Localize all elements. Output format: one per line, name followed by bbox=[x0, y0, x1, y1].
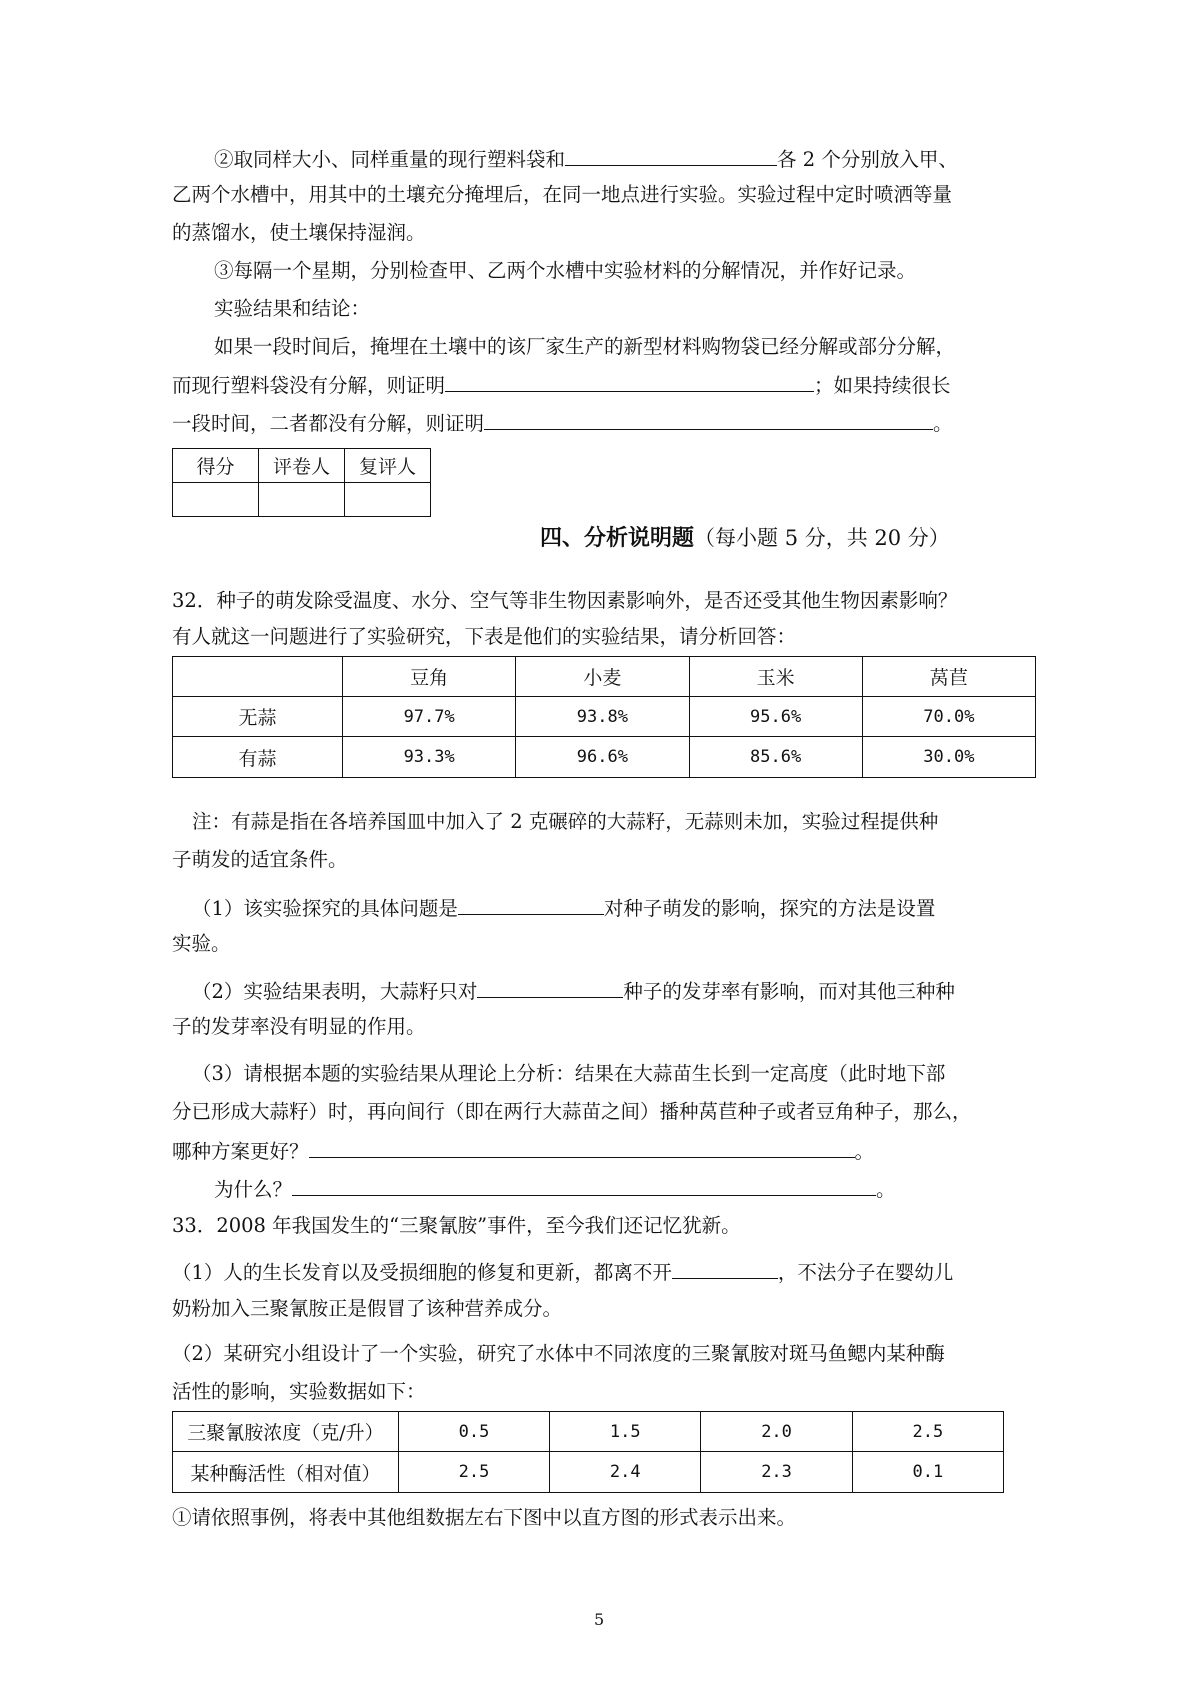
q33-sub2: （2）某研究小组设计了一个实验，研究了水体中不同浓度的三聚氰胺对斑马鱼鳃内某种酶 bbox=[172, 1342, 945, 1365]
q32-sub1 bbox=[192, 892, 935, 922]
melamine-table bbox=[172, 1411, 1004, 1493]
table-cell: 96.6% bbox=[516, 737, 689, 778]
q33-sub1: 奶粉加入三聚氰胺正是假冒了该种营养成分。 bbox=[172, 1297, 563, 1320]
text: 为什么？ bbox=[214, 1178, 293, 1201]
row-label: 有蒜 bbox=[173, 737, 343, 778]
table-cell: 0.5 bbox=[398, 1412, 549, 1452]
table-row bbox=[173, 737, 1036, 778]
section-title: 四、分析说明题 bbox=[540, 525, 695, 551]
section-heading bbox=[540, 521, 950, 556]
q33-sub1 bbox=[172, 1256, 953, 1286]
paragraph-line bbox=[172, 407, 953, 437]
table-row bbox=[173, 1452, 1004, 1493]
table-header: 莴苣 bbox=[862, 657, 1035, 697]
paragraph-line: 乙两个水槽中，用其中的土壤充分掩埋后，在同一地点进行实验。实验过程中定时喷洒等量 bbox=[172, 183, 953, 206]
paragraph-line: 实验结果和结论： bbox=[214, 297, 371, 320]
q32-note: 注：有蒜是指在各培养国皿中加入了 2 克碾碎的大蒜籽，无蒜则未加，实验过程提供种 bbox=[192, 810, 939, 833]
table-header bbox=[173, 657, 343, 697]
q32-note: 子萌发的适宜条件。 bbox=[172, 848, 348, 871]
q32-sub1: 实验。 bbox=[172, 932, 231, 955]
section-note: （每小题 5 分，共 20 分） bbox=[694, 526, 950, 550]
paragraph-line: 的蒸馏水，使土壤保持湿润。 bbox=[172, 221, 426, 244]
answer-blank[interactable] bbox=[292, 1173, 876, 1196]
q32-sub2 bbox=[192, 975, 955, 1005]
text: 。 bbox=[854, 1140, 875, 1163]
grader-cell[interactable] bbox=[259, 483, 345, 517]
table-cell: 30.0% bbox=[862, 737, 1035, 778]
table-header: 玉米 bbox=[689, 657, 862, 697]
text: 。 bbox=[876, 1178, 896, 1201]
table-header: 豆角 bbox=[343, 657, 516, 697]
score-header: 得分 bbox=[173, 449, 259, 483]
answer-blank[interactable] bbox=[484, 407, 933, 430]
germination-table bbox=[172, 656, 1036, 778]
text: 种子的发芽率有影响，而对其他三种种 bbox=[623, 980, 955, 1003]
answer-blank[interactable] bbox=[309, 1135, 855, 1158]
q33-line: 33．2008 年我国发生的“三聚氰胺”事件，至今我们还记忆犹新。 bbox=[172, 1214, 741, 1237]
q32-line: 32．种子的萌发除受温度、水分、空气等非生物因素影响外，是否还受其他生物因素影响？ bbox=[172, 589, 958, 612]
answer-blank[interactable] bbox=[445, 369, 814, 392]
reviewer-cell[interactable] bbox=[345, 483, 431, 517]
reviewer-header: 复评人 bbox=[345, 449, 431, 483]
text: ②取同样大小、同样重量的现行塑料袋和 bbox=[214, 148, 566, 171]
answer-blank[interactable] bbox=[672, 1256, 778, 1279]
table-cell: 97.7% bbox=[343, 697, 516, 737]
q32-line: 有人就这一问题进行了实验研究，下表是他们的实验结果，请分析回答： bbox=[172, 625, 797, 648]
paragraph-line: ③每隔一个星期，分别检查甲、乙两个水槽中实验材料的分解情况，并作好记录。 bbox=[214, 259, 917, 282]
q33-sub3: ①请依照事例，将表中其他组数据左右下图中以直方图的形式表示出来。 bbox=[172, 1506, 797, 1529]
row-label: 某种酶活性（相对值） bbox=[173, 1452, 399, 1493]
grader-header: 评卷人 bbox=[259, 449, 345, 483]
text: 一段时间，二者都没有分解，则证明 bbox=[172, 412, 485, 435]
q32-sub3 bbox=[214, 1173, 896, 1203]
score-cell[interactable] bbox=[173, 483, 259, 517]
text: （1）人的生长发育以及受损细胞的修复和更新，都离不开 bbox=[172, 1261, 672, 1284]
answer-blank[interactable] bbox=[565, 143, 777, 166]
table-row bbox=[173, 697, 1036, 737]
text: 。 bbox=[933, 412, 953, 435]
text: 哪种方案更好？ bbox=[172, 1140, 309, 1163]
table-cell: 0.1 bbox=[852, 1452, 1003, 1493]
paragraph-line bbox=[214, 143, 958, 173]
table-cell: 2.3 bbox=[701, 1452, 852, 1493]
paragraph-line bbox=[172, 369, 951, 399]
table-cell: 2.5 bbox=[398, 1452, 549, 1493]
text: ，不法分子在婴幼儿 bbox=[777, 1261, 954, 1284]
text: 而现行塑料袋没有分解，则证明 bbox=[172, 374, 446, 397]
table-cell: 85.6% bbox=[689, 737, 862, 778]
q32-sub2: 子的发芽率没有明显的作用。 bbox=[172, 1015, 426, 1038]
q33-sub2: 活性的影响，实验数据如下： bbox=[172, 1380, 426, 1403]
table-cell: 2.4 bbox=[550, 1452, 701, 1493]
text: （2）实验结果表明，大蒜籽只对 bbox=[192, 980, 478, 1003]
table-cell: 1.5 bbox=[550, 1412, 701, 1452]
score-table bbox=[172, 448, 431, 517]
table-cell: 2.5 bbox=[852, 1412, 1003, 1452]
table-cell: 2.0 bbox=[701, 1412, 852, 1452]
q32-sub3: （3）请根据本题的实验结果从理论上分析：结果在大蒜苗生长到一定高度（此时地下部 bbox=[192, 1062, 946, 1085]
text: 对种子萌发的影响，探究的方法是设置 bbox=[603, 897, 936, 920]
answer-blank[interactable] bbox=[477, 975, 623, 998]
table-cell: 70.0% bbox=[862, 697, 1035, 737]
page-number: 5 bbox=[594, 1610, 605, 1629]
row-label: 三聚氰胺浓度（克/升） bbox=[173, 1412, 399, 1452]
text: （1）该实验探究的具体问题是 bbox=[192, 897, 458, 920]
table-cell: 93.8% bbox=[516, 697, 689, 737]
table-cell: 95.6% bbox=[689, 697, 862, 737]
row-label: 无蒜 bbox=[173, 697, 343, 737]
q32-sub3: 分已形成大蒜籽）时，再向间行（即在两行大蒜苗之间）播种莴苣种子或者豆角种子，那么， bbox=[172, 1100, 972, 1123]
table-header: 小麦 bbox=[516, 657, 689, 697]
table-row bbox=[173, 1412, 1004, 1452]
paragraph-line: 如果一段时间后，掩埋在土壤中的该厂家生产的新型材料购物袋已经分解或部分分解， bbox=[214, 335, 956, 358]
text: ；如果持续很长 bbox=[814, 374, 951, 397]
q32-sub3 bbox=[172, 1135, 874, 1165]
text: 各 2 个分别放入甲、 bbox=[777, 148, 958, 171]
answer-blank[interactable] bbox=[458, 892, 604, 915]
table-cell: 93.3% bbox=[343, 737, 516, 778]
